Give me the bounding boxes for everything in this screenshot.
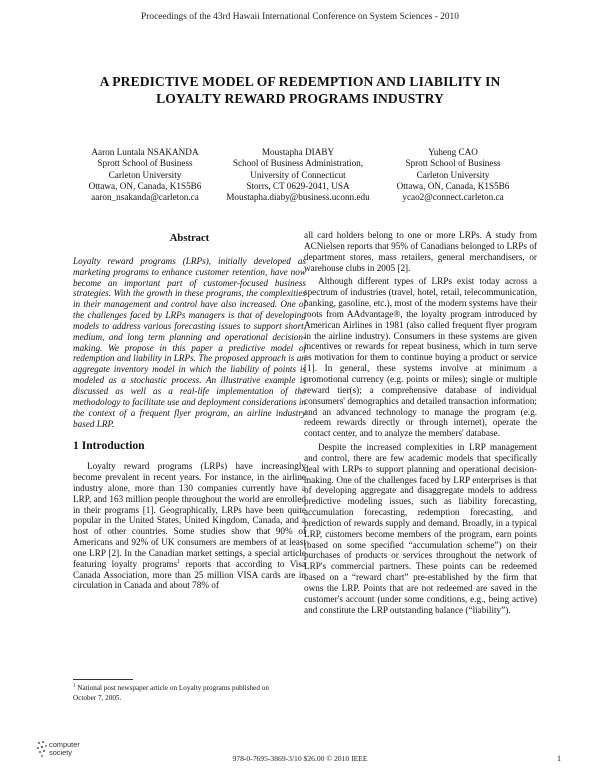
logo-line-2: society — [49, 747, 73, 757]
author-affiliation: Carleton University — [108, 169, 182, 180]
author-affiliation: Sprott School of Business — [97, 158, 193, 169]
author-affiliation: Sprott School of Business — [405, 158, 501, 169]
footer-isbn: 978-0-7695-3869-3/10 $26.00 © 2010 IEEE — [232, 754, 368, 763]
author-2 — [214, 147, 382, 203]
running-head: Proceedings of the 43rd Hawaii International Conference on System Sciences - 2010 — [141, 12, 459, 22]
section-heading-introduction: 1 Introduction — [73, 439, 145, 453]
intro-paragraph-2: Although different types of LRPs exist today across a spectrum of industries (travel, hotel, retail, telecommunication, banking, gasoline, etc.), most of the modern systems have their roots from AAdvantage®, the loyalty program introduced by American Airlines in 1981 (also called frequent flyer program in the airline industry). Consumers in these systems are given incentives or rewards for repeat business, which in turn serve as motivation for them to continue buying a product or service [1]. In general, these systems involve at minimum a promotional currency (e.g. points or miles); single or multiple reward tier(s); a comprehensive database of individual consumers' demographics and detailed transaction information; and an advanced technology to manage the program (e.g. redeem rewards directly or through internet), operate the contact center, and to analyze the members' database. — [304, 276, 537, 439]
author-1 — [70, 147, 220, 203]
author-affiliation: Carleton University — [416, 169, 490, 180]
author-email: Moustapha.diaby@business.uconn.edu — [226, 192, 370, 203]
left-column — [73, 234, 306, 591]
footnote-divider — [73, 679, 133, 680]
abstract-heading: Abstract — [169, 233, 210, 244]
abstract-text: Loyalty reward programs (LRPs), initially developed as marketing programs to enhance customer retention, have now become an important part of customer-focused business strategies. With the growth in these programs, the complexities in their management and control have also increased. One of the challenges faced by LRPs managers is that of developing models to address various forecasting issues to support short, medium, and long term planning and operational decision-making. We propose in this paper a predictive model of redemption and liability in LRPs. The proposed approach is an aggregate inventory model in which the liability of points is modeled as a stochastic process. An illustrative example is discussed as well as a real-life implementation of the methodology to facilitate use and deployment considerations in the context of a frequent flyer program, an airline industry based LRP. — [73, 255, 306, 429]
footnote-text: National post newspaper article on Loyalty programs published on October 7, 2005. — [73, 684, 269, 702]
author-affiliation: University of Connecticut — [250, 169, 346, 180]
author-affiliation: School of Business Administration, — [232, 158, 364, 169]
intro-paragraph-1 — [73, 461, 306, 591]
author-address: Ottawa, ON, Canada, K1S5B6 — [88, 180, 202, 191]
footnote-mark: 1 — [73, 683, 76, 689]
title-line-2: LOYALTY REWARD PROGRAMS INDUSTRY — [156, 91, 444, 106]
footnote-reference: 1 — [177, 558, 181, 565]
author-name: Yuheng CAO — [428, 147, 478, 157]
author-email: aaron_nsakanda@carleton.ca — [91, 192, 199, 203]
logo-line-1: computer — [49, 740, 80, 749]
right-column — [304, 230, 537, 616]
intro-paragraph-1-text-cont: reports that according to Visa Canada Association, more than 25 million VISA cards are in circulation in Canada and about 78% of — [73, 558, 306, 591]
author-email: ycao2@connect.carleton.ca — [402, 192, 504, 203]
footnote — [73, 684, 273, 703]
intro-paragraph-1-continued: all card holders belong to one or more LRPs. A study from ACNielsen reports that 95% of Canadians belonged to LRPs of department stores, mass retailers, general merchandisers, or warehouse clubs in 2005 [2]. — [304, 230, 537, 273]
intro-paragraph-1-text: Loyalty reward programs (LRPs) have increasingly become prevalent in recent years. For instance, in the airline industry alone, more than 130 companies currently have a LRP, and 163 million people throughout the world are enrolled in their programs [1]. Geographically, LRPs have been quite popular in the United States, United Kingdom, Canada, and a host of other countries. Some studies show that 90% of Americans and 92% of UK consumers are members of at least one LRP [2]. In the Canadian market settings, a special article featuring loyalty programs — [73, 461, 306, 569]
author-3 — [378, 147, 528, 203]
paper-title — [40, 73, 560, 107]
author-name: Moustapha DIABY — [261, 147, 335, 157]
author-address: Ottawa, ON, Canada, K1S5B6 — [396, 180, 510, 191]
author-address: Storrs, CT 0629-2041, USA — [246, 180, 350, 191]
title-line-1: A PREDICTIVE MODEL OF REDEMPTION AND LIABILITY IN — [99, 74, 501, 89]
intro-paragraph-3: Despite the increased complexities in LRP management and control, there are few academic models that specifically deal with LRPs to support planning and operational decision-making. One of the challenges faced by LRP enterprises is that of developing aggregate and disaggregate models to address predictive modeling issues, such as liability forecasting, accumulation forecasting, redemption forecasting, and prediction of rewards supply and demand. Broadly, in a typical LRP, customers become members of the program, earn points (based on some specified “accumulation scheme”) on their purchases of products or services throughout the network of LRP's commercial partners. These points can be redeemed based on a “reward chart” pre-established by the firm that owns the LRP. Points that are not redeemed are saved in the customer's account (under some conditions, e.g., being active) and constitute the LRP outstanding balance (“liability”). — [304, 442, 537, 615]
page-number: 1 — [557, 754, 561, 763]
author-name: Aaron Luntala NSAKANDA — [91, 147, 199, 157]
